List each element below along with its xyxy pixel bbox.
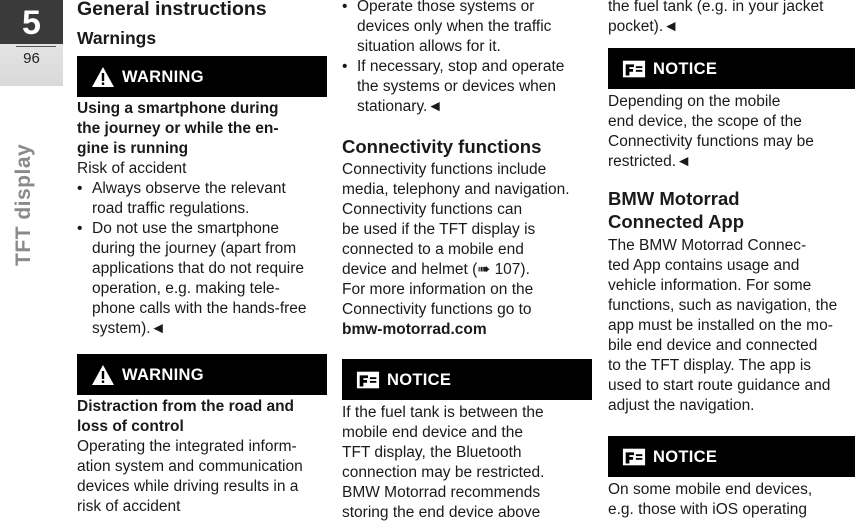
list-item	[342, 57, 592, 117]
warning-heading-line: the journey or while the en-	[77, 120, 279, 137]
notice-label: NOTICE	[653, 447, 718, 466]
body-line: end device, the scope of the	[608, 113, 802, 130]
notice-text	[608, 480, 855, 520]
heading-line: BMW Motorrad	[608, 188, 740, 209]
list-line: phone calls with the hands-free	[92, 300, 307, 317]
body-line: app must be installed on the mo-	[608, 317, 833, 334]
list-line: road traffic regulations.	[92, 200, 250, 217]
notice-hand-icon	[622, 58, 646, 80]
tab-divider	[16, 46, 56, 47]
page-number: 96	[23, 50, 40, 67]
warning-heading-line: gine is running	[77, 140, 189, 157]
list-line: applications that do not require	[92, 260, 304, 277]
section-heading	[608, 187, 855, 233]
body-line: mobile end device and the	[342, 424, 523, 441]
body-line: On some mobile end devices,	[608, 481, 813, 498]
notice-label: NOTICE	[653, 59, 718, 78]
heading-line: Connected App	[608, 211, 745, 232]
body-line: Connectivity functions can	[342, 201, 523, 218]
body-line: pocket).◄	[608, 18, 679, 35]
list-line: stationary.◄	[357, 98, 443, 115]
instruction-list	[77, 179, 327, 339]
list-item	[77, 219, 327, 339]
body-line: ted App contains usage and	[608, 257, 800, 274]
list-line: situation allows for it.	[357, 38, 501, 55]
list-item	[77, 179, 327, 219]
notice-banner	[608, 48, 855, 89]
list-line: • If necessary, stop and operate	[357, 58, 565, 75]
chapter-number: 5	[0, 0, 63, 44]
warning-heading-line: Using a smartphone during	[77, 100, 279, 117]
body-line: The BMW Motorrad Connec-	[608, 237, 807, 254]
warning-triangle-icon	[91, 66, 115, 88]
side-chapter-title: TFT display	[12, 143, 35, 266]
body-line: restricted.◄	[608, 153, 692, 170]
body-line: devices while driving results in a	[77, 478, 299, 495]
list-line: devices only when the traffic	[357, 18, 552, 35]
body-line: media, telephony and navigation.	[342, 181, 570, 198]
list-line: system).◄	[92, 320, 166, 337]
notice-label: NOTICE	[387, 370, 452, 389]
body-line: device and helmet (➠ 107).	[342, 261, 530, 278]
notice-hand-icon	[622, 446, 646, 468]
body-line: e.g. those with iOS operating	[608, 501, 808, 518]
notice-text	[608, 92, 855, 172]
body-line: BMW Motorrad recommends	[342, 484, 541, 501]
body-line: adjust the navigation.	[608, 397, 755, 414]
section-heading: Connectivity functions	[342, 136, 542, 157]
section-title: General instructions	[77, 0, 267, 20]
warning-heading-line: Distraction from the road and	[77, 398, 295, 415]
connectivity-body	[342, 160, 592, 340]
list-line: • Do not use the smartphone	[92, 220, 279, 237]
chapter-tab	[0, 0, 63, 86]
list-item	[342, 0, 592, 57]
body-line: connection may be restricted.	[342, 464, 545, 481]
body-line: vehicle information. For some	[608, 277, 812, 294]
body-line: If the fuel tank is between the	[342, 404, 544, 421]
website-link[interactable]: bmw-motorrad.com	[342, 321, 487, 338]
body-line: to the TFT display. The app is	[608, 357, 812, 374]
body-line: TFT display, the Bluetooth	[342, 444, 522, 461]
body-line: Connectivity functions include	[342, 161, 547, 178]
warning-label: WARNING	[122, 365, 204, 384]
warning-triangle-icon	[91, 364, 115, 386]
list-line: during the journey (apart from	[92, 240, 297, 257]
warning-2-text	[77, 397, 327, 517]
body-line: connected to a mobile end	[342, 241, 524, 258]
app-body	[608, 236, 855, 416]
body-line: Connectivity functions may be	[608, 133, 814, 150]
body-line: Depending on the mobile	[608, 93, 781, 110]
warning-1-text	[77, 99, 327, 339]
body-line: Operating the integrated inform-	[77, 438, 297, 455]
warning-banner	[77, 56, 327, 97]
list-line: • Operate those systems or	[357, 0, 535, 15]
body-line: storing the end device above	[342, 504, 541, 521]
body-line: be used if the TFT display is	[342, 221, 536, 238]
warning-heading-line: loss of control	[77, 418, 184, 435]
continued-text	[608, 0, 855, 37]
section-subtitle: Warnings	[77, 28, 157, 48]
warning-banner	[77, 354, 327, 395]
body-line: For more information on the	[342, 281, 534, 298]
notice-banner	[608, 436, 855, 477]
notice-hand-icon	[356, 369, 380, 391]
body-line: functions, such as navigation, the	[608, 297, 838, 314]
warning-label: WARNING	[122, 67, 204, 86]
instruction-list	[342, 0, 592, 117]
body-line: risk of accident	[77, 498, 181, 515]
body-line: used to start route guidance and	[608, 377, 831, 394]
list-line: • Always observe the relevant	[92, 180, 286, 197]
body-line: bile end device and connected	[608, 337, 818, 354]
notice-text	[342, 403, 592, 523]
body-line: Connectivity functions go to	[342, 301, 532, 318]
body-line: the fuel tank (e.g. in your jacket	[608, 0, 824, 15]
body-line: ation system and communication	[77, 458, 303, 475]
notice-banner	[342, 359, 592, 400]
risk-text: Risk of accident	[77, 160, 187, 177]
list-line: the systems or devices when	[357, 78, 557, 95]
list-line: operation, e.g. making tele-	[92, 280, 280, 297]
